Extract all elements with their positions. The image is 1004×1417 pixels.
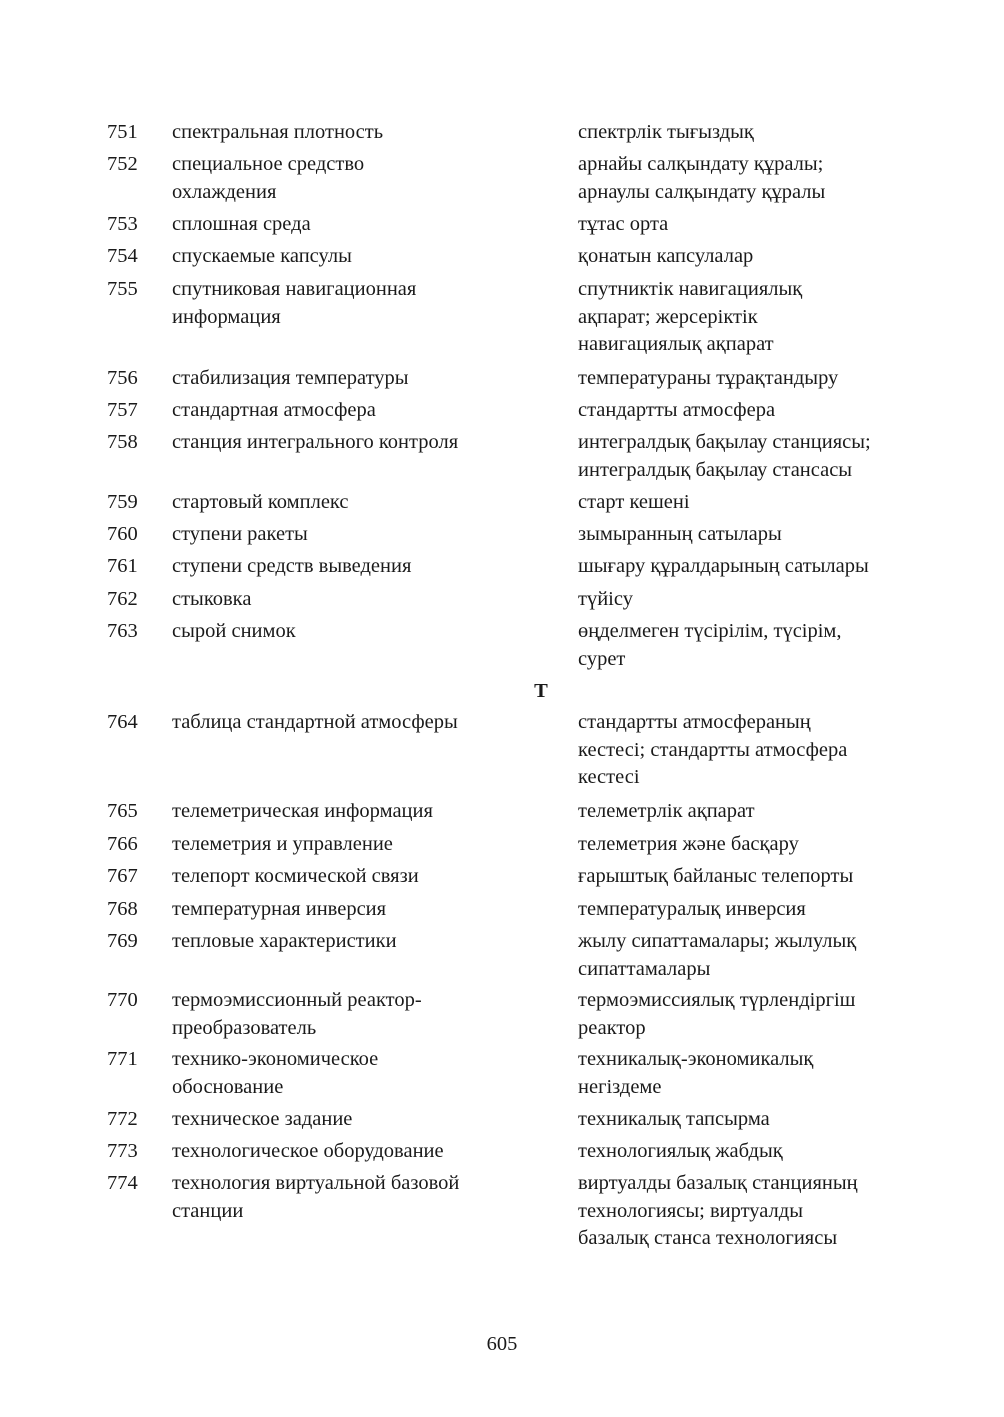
entry-number: 772: [107, 1108, 138, 1130]
kazakh-term-line: қонатын капсулалар: [578, 245, 754, 267]
kazakh-term: [578, 119, 958, 147]
kazakh-term-line: телеметрлік ақпарат: [578, 800, 755, 822]
entry-number: 768: [107, 898, 138, 920]
russian-term-line: стандартная атмосфера: [172, 399, 376, 421]
russian-term-line: техническое задание: [172, 1108, 353, 1130]
russian-term: [172, 987, 552, 1042]
russian-term-line: телепорт космической связи: [172, 865, 419, 887]
entry-number: 769: [107, 930, 138, 952]
russian-term-line: сплошная среда: [172, 213, 311, 235]
russian-term: [172, 863, 552, 891]
kazakh-term-line: кестесі; стандартты атмосфера: [578, 738, 848, 761]
entry-number: 756: [107, 367, 138, 389]
entry-number: 760: [107, 523, 138, 545]
russian-term-line: спутниковая навигационная: [172, 278, 417, 300]
kazakh-term: [578, 243, 958, 271]
kazakh-term-line: стандартты атмосфераның: [578, 711, 811, 733]
russian-term-line: информация: [172, 305, 281, 328]
kazakh-term: [578, 211, 958, 239]
kazakh-term-line: реактор: [578, 1016, 646, 1039]
russian-term-line: ступени ракеты: [172, 523, 308, 545]
kazakh-term-line: ғарыштық байланыс телепорты: [578, 865, 854, 887]
kazakh-term: [578, 1046, 958, 1101]
entry-number: 773: [107, 1140, 138, 1162]
russian-term: [172, 521, 552, 549]
russian-term-line: стыковка: [172, 588, 252, 610]
kazakh-term: [578, 618, 958, 673]
entry-number: 754: [107, 245, 138, 267]
russian-term: [172, 489, 552, 517]
kazakh-term-line: негіздеме: [578, 1075, 662, 1098]
russian-term-line: преобразователь: [172, 1016, 317, 1039]
kazakh-term-line: технологиялық жабдық: [578, 1140, 783, 1162]
russian-term: [172, 365, 552, 393]
kazakh-term: [578, 928, 958, 983]
russian-term-line: сырой снимок: [172, 620, 296, 642]
entry-number: 761: [107, 555, 138, 577]
russian-term-line: температурная инверсия: [172, 898, 387, 920]
entry-number: 755: [107, 278, 138, 300]
russian-term: [172, 1138, 552, 1166]
russian-term-line: стартовый комплекс: [172, 491, 349, 513]
kazakh-term: [578, 1138, 958, 1166]
entry-number: 764: [107, 711, 138, 733]
entry-number: 770: [107, 989, 138, 1011]
russian-term: [172, 119, 552, 147]
kazakh-term: [578, 709, 958, 792]
russian-term-line: стабилизация температуры: [172, 367, 409, 389]
kazakh-term-line: интегралдық бақылау стансасы: [578, 458, 853, 481]
russian-term-line: термоэмиссионный реактор-: [172, 989, 422, 1011]
entry-number: 752: [107, 153, 138, 175]
entry-number: 765: [107, 800, 138, 822]
kazakh-term: [578, 1170, 958, 1253]
russian-term-line: спускаемые капсулы: [172, 245, 352, 267]
russian-term: [172, 553, 552, 581]
entry-number: 762: [107, 588, 138, 610]
entry-number: 751: [107, 121, 138, 143]
russian-term: [172, 397, 552, 425]
russian-term: [172, 896, 552, 924]
kazakh-term: [578, 489, 958, 517]
kazakh-term: [578, 798, 958, 826]
kazakh-term-line: арнайы салқындату құралы;: [578, 153, 824, 175]
kazakh-term: [578, 365, 958, 393]
kazakh-term-line: температураны тұрақтандыру: [578, 367, 839, 389]
russian-term: [172, 586, 552, 614]
entry-number: 757: [107, 399, 138, 421]
kazakh-term: [578, 896, 958, 924]
kazakh-term-line: шығару құралдарының сатылары: [578, 555, 869, 577]
kazakh-term: [578, 831, 958, 859]
kazakh-term-line: кестесі: [578, 766, 640, 788]
russian-term-line: таблица стандартной атмосферы: [172, 711, 458, 733]
kazakh-term-line: спектрлік тығыздық: [578, 121, 754, 143]
russian-term-line: ступени средств выведения: [172, 555, 412, 577]
entry-number: 766: [107, 833, 138, 855]
russian-term-line: телеметрическая информация: [172, 800, 433, 822]
section-letter: Т: [534, 680, 548, 702]
kazakh-term-line: технологиясы; виртуалды: [578, 1199, 803, 1222]
kazakh-term-line: өңделмеген түсірілім, түсірім,: [578, 620, 842, 642]
kazakh-term-line: телеметрия және басқару: [578, 833, 799, 855]
russian-term: [172, 709, 552, 737]
kazakh-term-line: сурет: [578, 647, 626, 670]
kazakh-term: [578, 586, 958, 614]
russian-term-line: технология виртуальной базовой: [172, 1172, 460, 1194]
russian-term-line: тепловые характеристики: [172, 930, 397, 952]
kazakh-term-line: зымыранның сатылары: [578, 523, 782, 545]
kazakh-term-line: техникалық-экономикалық: [578, 1048, 814, 1070]
russian-term-line: станция интегрального контроля: [172, 431, 459, 453]
russian-term: [172, 618, 552, 646]
kazakh-term: [578, 429, 958, 484]
russian-term: [172, 429, 552, 457]
kazakh-term-line: температуралық инверсия: [578, 898, 806, 920]
entry-number: 753: [107, 213, 138, 235]
kazakh-term-line: спутниктік навигациялық: [578, 278, 803, 300]
kazakh-term-line: термоэмиссиялық түрлендіргіш: [578, 989, 856, 1011]
russian-term-line: обоснование: [172, 1075, 284, 1098]
kazakh-term-line: старт кешені: [578, 491, 690, 513]
russian-term: [172, 211, 552, 239]
russian-term-line: станции: [172, 1199, 244, 1222]
russian-term-line: спектральная плотность: [172, 121, 384, 143]
entry-number: 767: [107, 865, 138, 887]
russian-term-line: технологическое оборудование: [172, 1140, 444, 1162]
entry-number: 774: [107, 1172, 138, 1194]
russian-term: [172, 798, 552, 826]
russian-term-line: телеметрия и управление: [172, 833, 393, 855]
kazakh-term-line: тұтас орта: [578, 213, 669, 235]
kazakh-term-line: түйісу: [578, 588, 633, 610]
entry-number: 771: [107, 1048, 138, 1070]
kazakh-term: [578, 863, 958, 891]
russian-term: [172, 276, 552, 331]
russian-term: [172, 928, 552, 956]
kazakh-term-line: стандартты атмосфера: [578, 399, 776, 421]
russian-term-line: охлаждения: [172, 180, 277, 203]
russian-term: [172, 831, 552, 859]
kazakh-term-line: базалық станса технологиясы: [578, 1227, 838, 1249]
kazakh-term: [578, 521, 958, 549]
kazakh-term: [578, 276, 958, 359]
kazakh-term-line: сипаттамалары: [578, 957, 711, 980]
kazakh-term-line: виртуалды базалық станцияның: [578, 1172, 858, 1194]
russian-term-line: технико-экономическое: [172, 1048, 379, 1070]
kazakh-term: [578, 1106, 958, 1134]
russian-term: [172, 151, 552, 206]
kazakh-term-line: интегралдық бақылау станциясы;: [578, 431, 871, 453]
entry-number: 758: [107, 431, 138, 453]
page-number: 605: [486, 1333, 518, 1355]
russian-term: [172, 1106, 552, 1134]
entry-number: 763: [107, 620, 138, 642]
kazakh-term-line: жылу сипаттамалары; жылулық: [578, 930, 857, 952]
kazakh-term: [578, 151, 958, 206]
kazakh-term: [578, 553, 958, 581]
russian-term: [172, 1046, 552, 1101]
russian-term: [172, 1170, 552, 1225]
kazakh-term: [578, 987, 958, 1042]
kazakh-term-line: ақпарат; жерсеріктік: [578, 305, 758, 328]
kazakh-term-line: арнаулы салқындату құралы: [578, 180, 826, 203]
russian-term: [172, 243, 552, 271]
kazakh-term-line: навигациялық ақпарат: [578, 333, 774, 355]
kazakh-term: [578, 397, 958, 425]
russian-term-line: специальное средство: [172, 153, 365, 175]
entry-number: 759: [107, 491, 138, 513]
kazakh-term-line: техникалық тапсырма: [578, 1108, 770, 1130]
